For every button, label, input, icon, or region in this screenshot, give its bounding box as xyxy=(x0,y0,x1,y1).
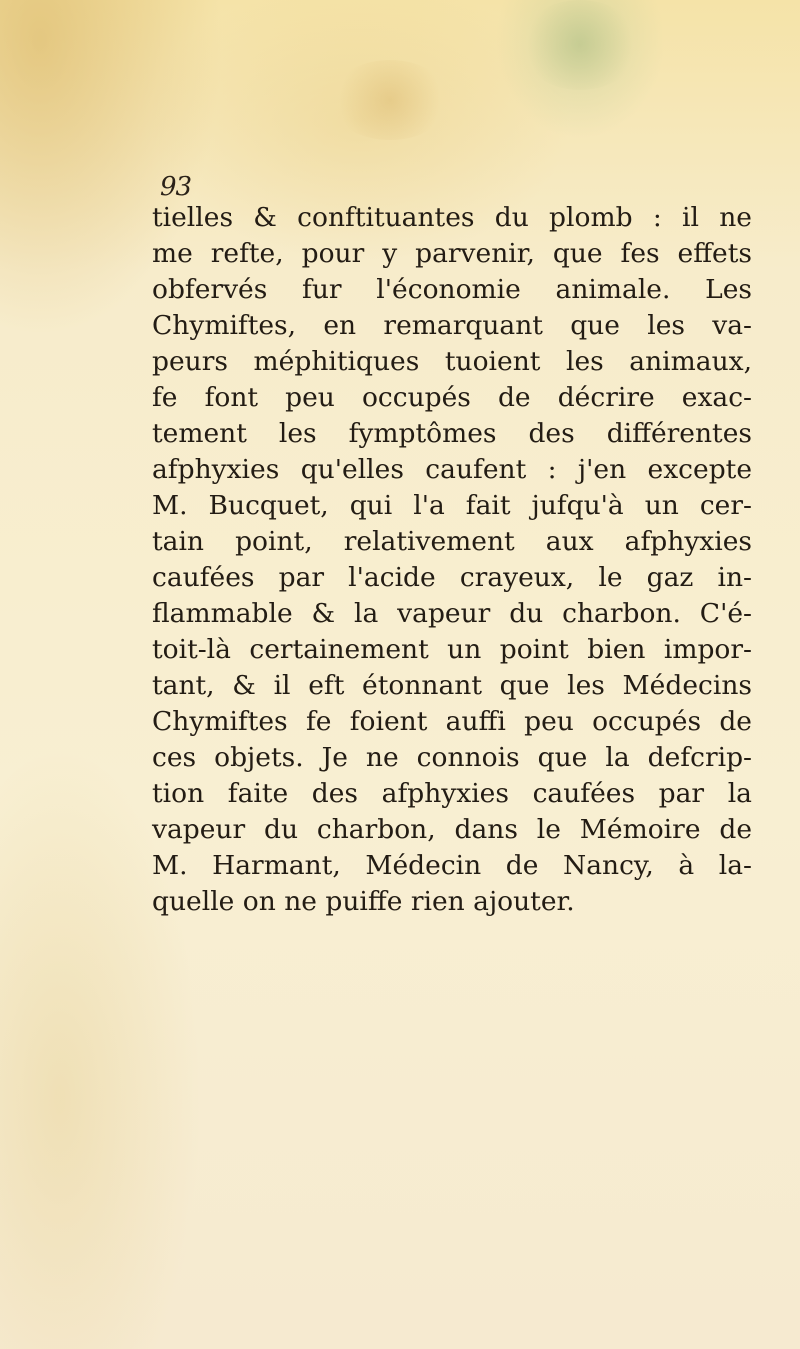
paper-stain xyxy=(330,60,450,140)
text-line: quelle on ne puiffe rien ajouter. xyxy=(152,886,575,917)
text-line: Chymiftes, en remarquant que les va- xyxy=(152,310,752,341)
text-line: caufées par l'acide crayeux, le gaz in- xyxy=(152,562,752,593)
text-line: afphyxies qu'elles caufent : j'en excepte xyxy=(152,454,752,485)
paper-stain xyxy=(520,0,640,90)
text-line: toit-là certainement un point bien impor- xyxy=(152,634,752,665)
text-line: M. Bucquet, qui l'a fait jufqu'à un cer- xyxy=(152,490,752,521)
body-text xyxy=(152,200,752,920)
text-line: Chymiftes fe foient auffi peu occupés de xyxy=(152,706,752,737)
text-line: tain point, relativement aux afphyxies xyxy=(152,526,752,557)
text-line: flammable & la vapeur du charbon. C'é- xyxy=(152,598,752,629)
text-line: vapeur du charbon, dans le Mémoire de xyxy=(152,814,752,845)
text-line: tement les fymptômes des différentes xyxy=(152,418,752,449)
text-line: tant, & il eft étonnant que les Médecins xyxy=(152,670,752,701)
text-line: peurs méphitiques tuoient les animaux, xyxy=(152,346,752,377)
text-line: me refte, pour y parvenir, que fes effets xyxy=(152,238,752,269)
page-number: 93 xyxy=(160,172,192,202)
text-line: ces objets. Je ne connois que la defcrip- xyxy=(152,742,752,773)
text-line: obfervés fur l'économie animale. Les xyxy=(152,274,752,305)
text-line: M. Harmant, Médecin de Nancy, à la- xyxy=(152,850,752,881)
text-line: tielles & conftituantes du plomb : il ne xyxy=(152,202,752,233)
text-line: fe font peu occupés de décrire exac- xyxy=(152,382,752,413)
text-line: tion faite des afphyxies caufées par la xyxy=(152,778,752,809)
